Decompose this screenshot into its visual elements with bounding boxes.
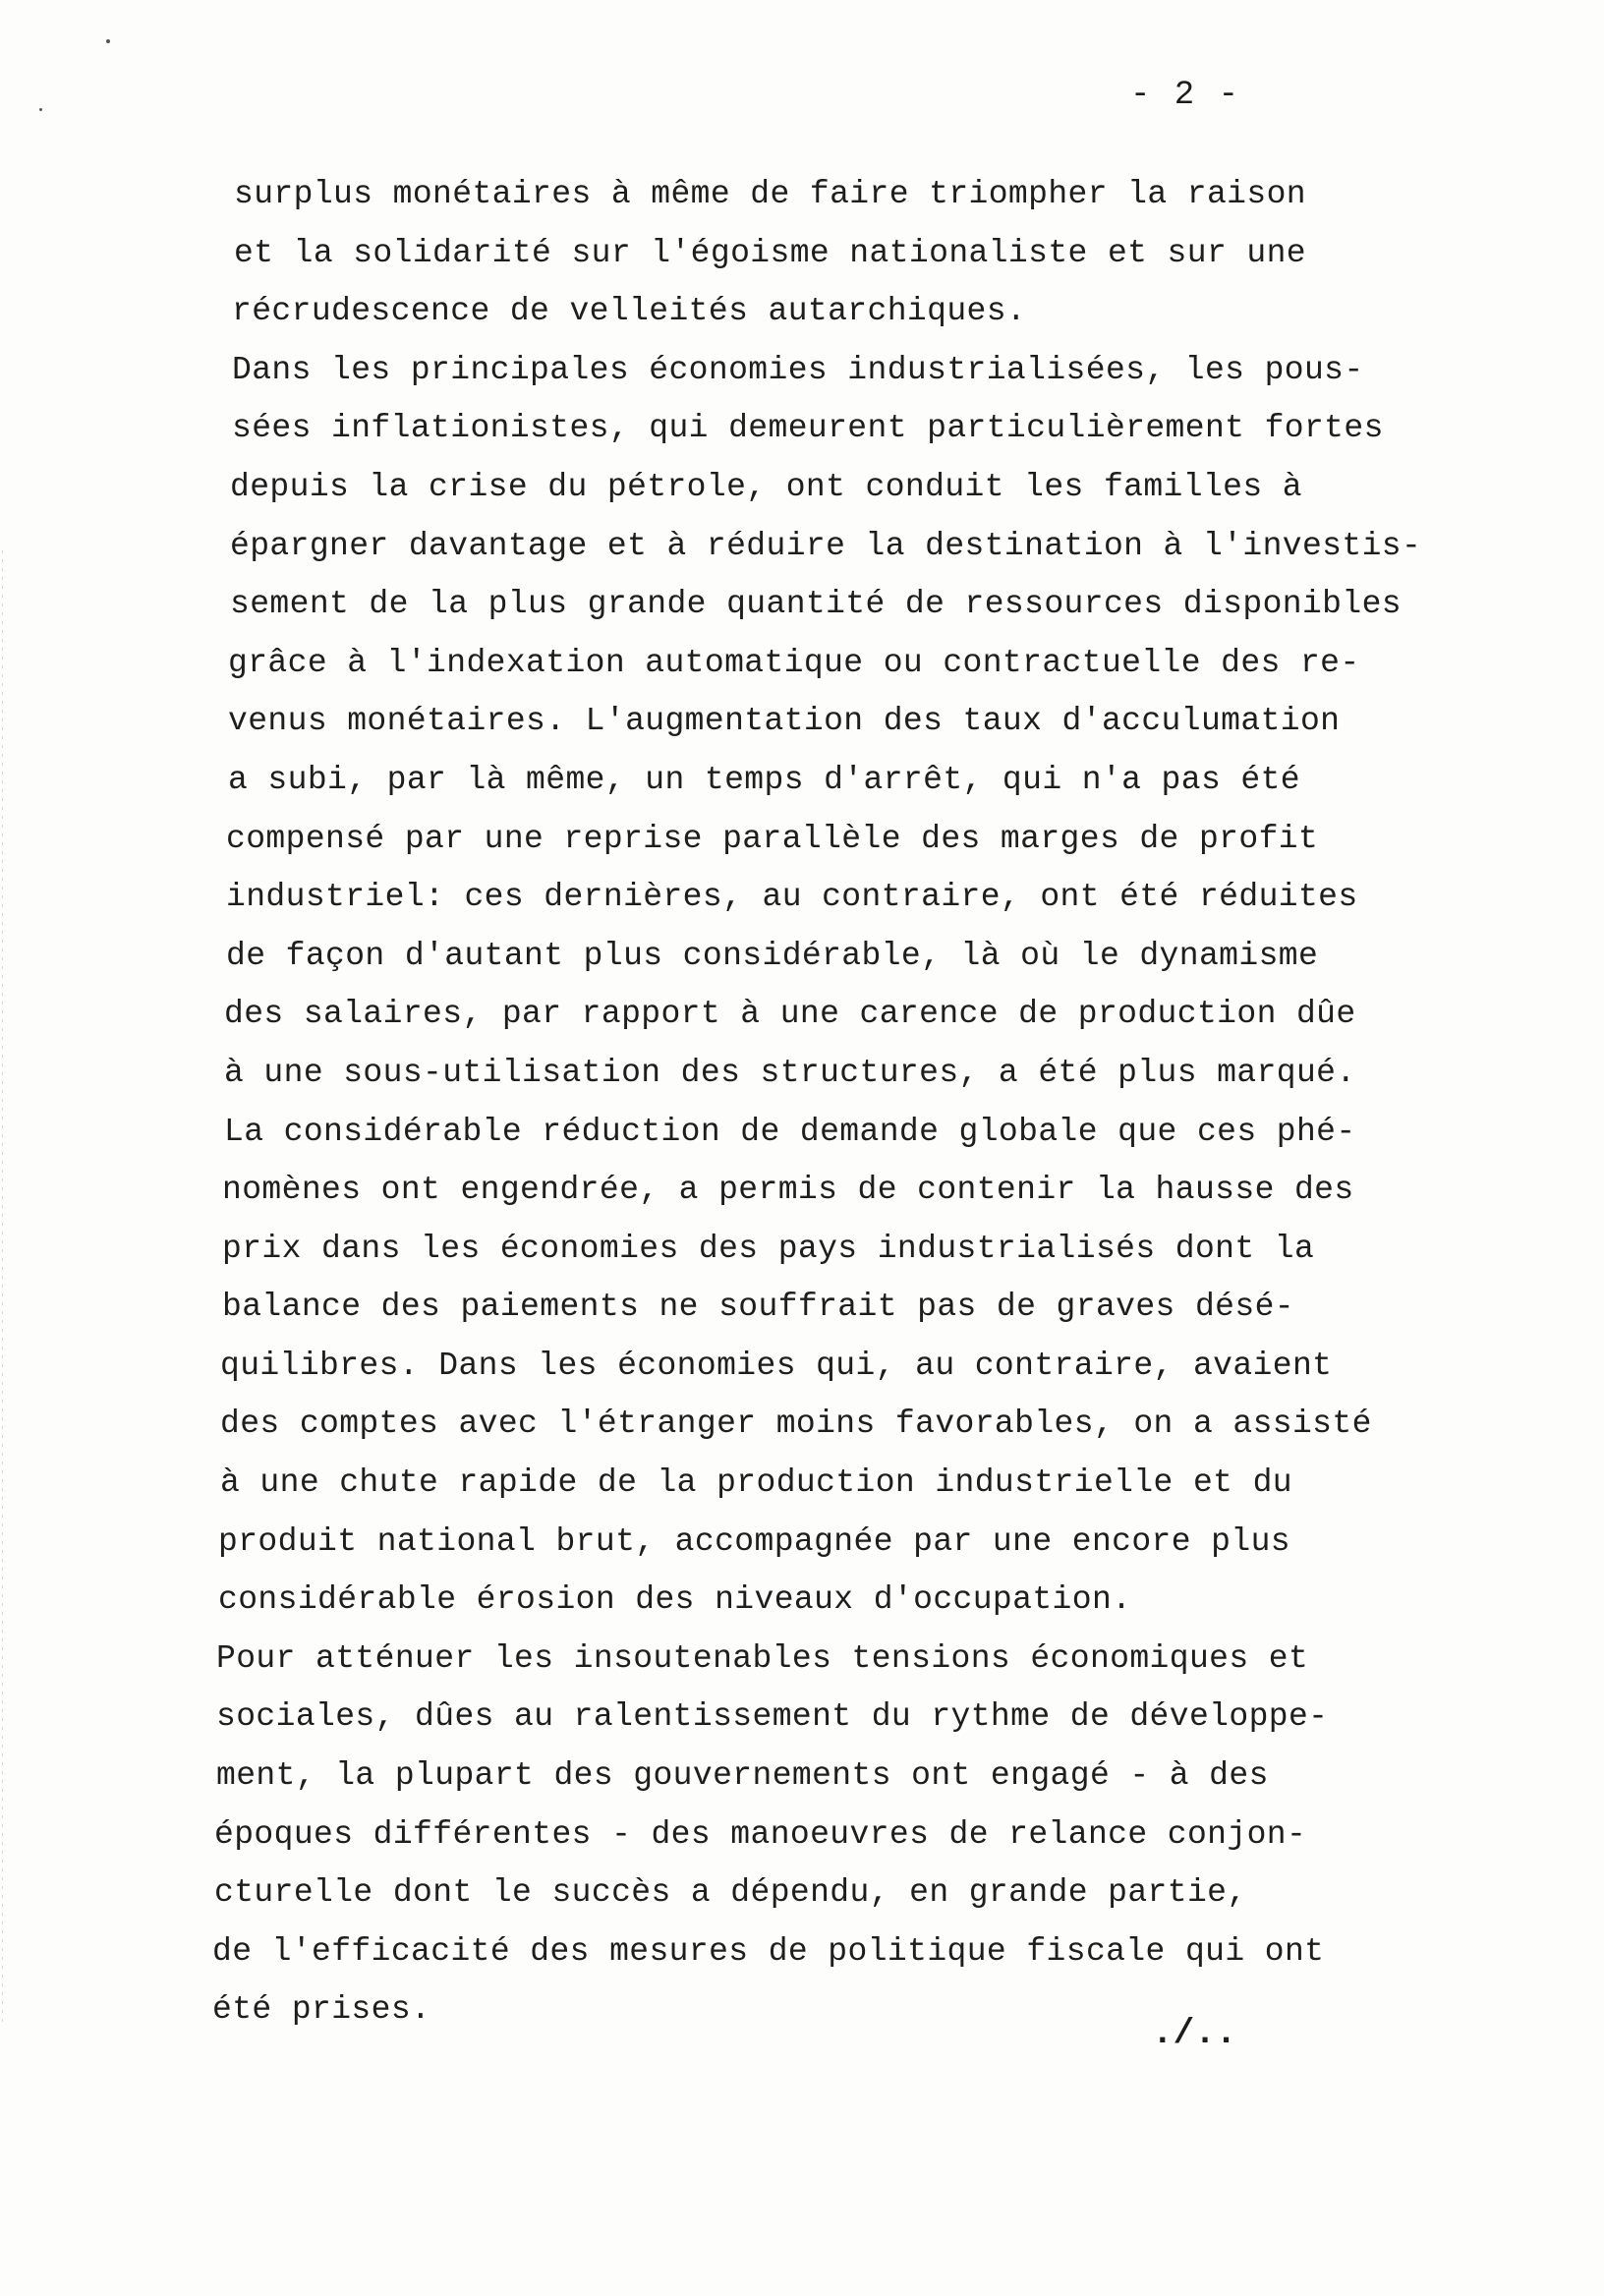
text-line: à une sous-utilisation des structures, a été plus marqué. — [224, 1054, 1356, 1091]
text-line: époques différentes - des manoeuvres de relance conjon- — [214, 1815, 1307, 1853]
text-line: ment, la plupart des gouvernements ont engagé - à des — [216, 1757, 1269, 1795]
text-line: de façon d'autant plus considérable, là où le dynamisme — [226, 937, 1319, 974]
text-line: sociales, dûes au ralentissement du rythme de développe- — [216, 1698, 1329, 1736]
text-line: considérable érosion des niveaux d'occupation. — [218, 1581, 1132, 1619]
text-line: balance des paiements ne souffrait pas de graves désé- — [222, 1289, 1294, 1326]
text-line: des comptes avec l'étranger moins favorables, on a assisté — [220, 1406, 1372, 1443]
text-line: sées inflationistes, qui demeurent particulièrement fortes — [232, 410, 1384, 447]
text-line: depuis la crise du pétrole, ont conduit les familles à — [230, 468, 1302, 505]
text-line: cturelle dont le succès a dépendu, en grande partie, — [214, 1874, 1247, 1912]
text-line: quilibres. Dans les économies qui, au contraire, avaient — [220, 1347, 1333, 1384]
page-number: - 2 - — [1130, 77, 1241, 114]
scan-edge-mark — [2, 550, 3, 2025]
text-line: épargner davantage et à réduire la destination à l'investis- — [230, 527, 1422, 564]
body-text — [212, 165, 1474, 2039]
text-line: de l'efficacité des mesures de politique fiscale qui ont — [212, 1932, 1325, 1970]
text-line: La considérable réduction de demande globale que ces phé- — [224, 1113, 1356, 1150]
text-line: a subi, par là même, un temps d'arrêt, qui n'a pas été — [228, 761, 1300, 798]
text-line: sement de la plus grande quantité de ressources disponibles — [230, 586, 1402, 623]
text-line: Dans les principales économies industrialisées, les pous- — [232, 351, 1364, 388]
scan-speck — [39, 108, 42, 111]
text-line: nomènes ont engendrée, a permis de contenir la hausse des — [222, 1172, 1354, 1209]
text-line: prix dans les économies des pays industrialisés dont la — [222, 1230, 1315, 1267]
text-line: industriel: ces dernières, au contraire, ont été réduites — [226, 879, 1358, 916]
text-line: venus monétaires. L'augmentation des taux d'acculumation — [228, 703, 1341, 740]
text-line: grâce à l'indexation automatique ou contractuelle des re- — [228, 644, 1360, 681]
text-line: Pour atténuer les insoutenables tensions économiques et — [216, 1639, 1309, 1677]
text-line: et la solidarité sur l'égoisme nationaliste et sur une — [234, 234, 1306, 271]
text-line: des salaires, par rapport à une carence de production dûe — [224, 996, 1356, 1033]
text-line: compensé par une reprise parallèle des marges de profit — [226, 820, 1319, 857]
text-line: récrudescence de velleités autarchiques. — [232, 293, 1027, 330]
text-line: été prises. — [212, 1991, 431, 2029]
scan-speck — [106, 39, 110, 43]
text-line: à une chute rapide de la production industrielle et du — [220, 1464, 1292, 1502]
text-line: produit national brut, accompagnée par une encore plus — [218, 1522, 1290, 1560]
text-line: surplus monétaires à même de faire triompher la raison — [234, 176, 1306, 212]
continuation-mark: ./.. — [1152, 2013, 1237, 2053]
